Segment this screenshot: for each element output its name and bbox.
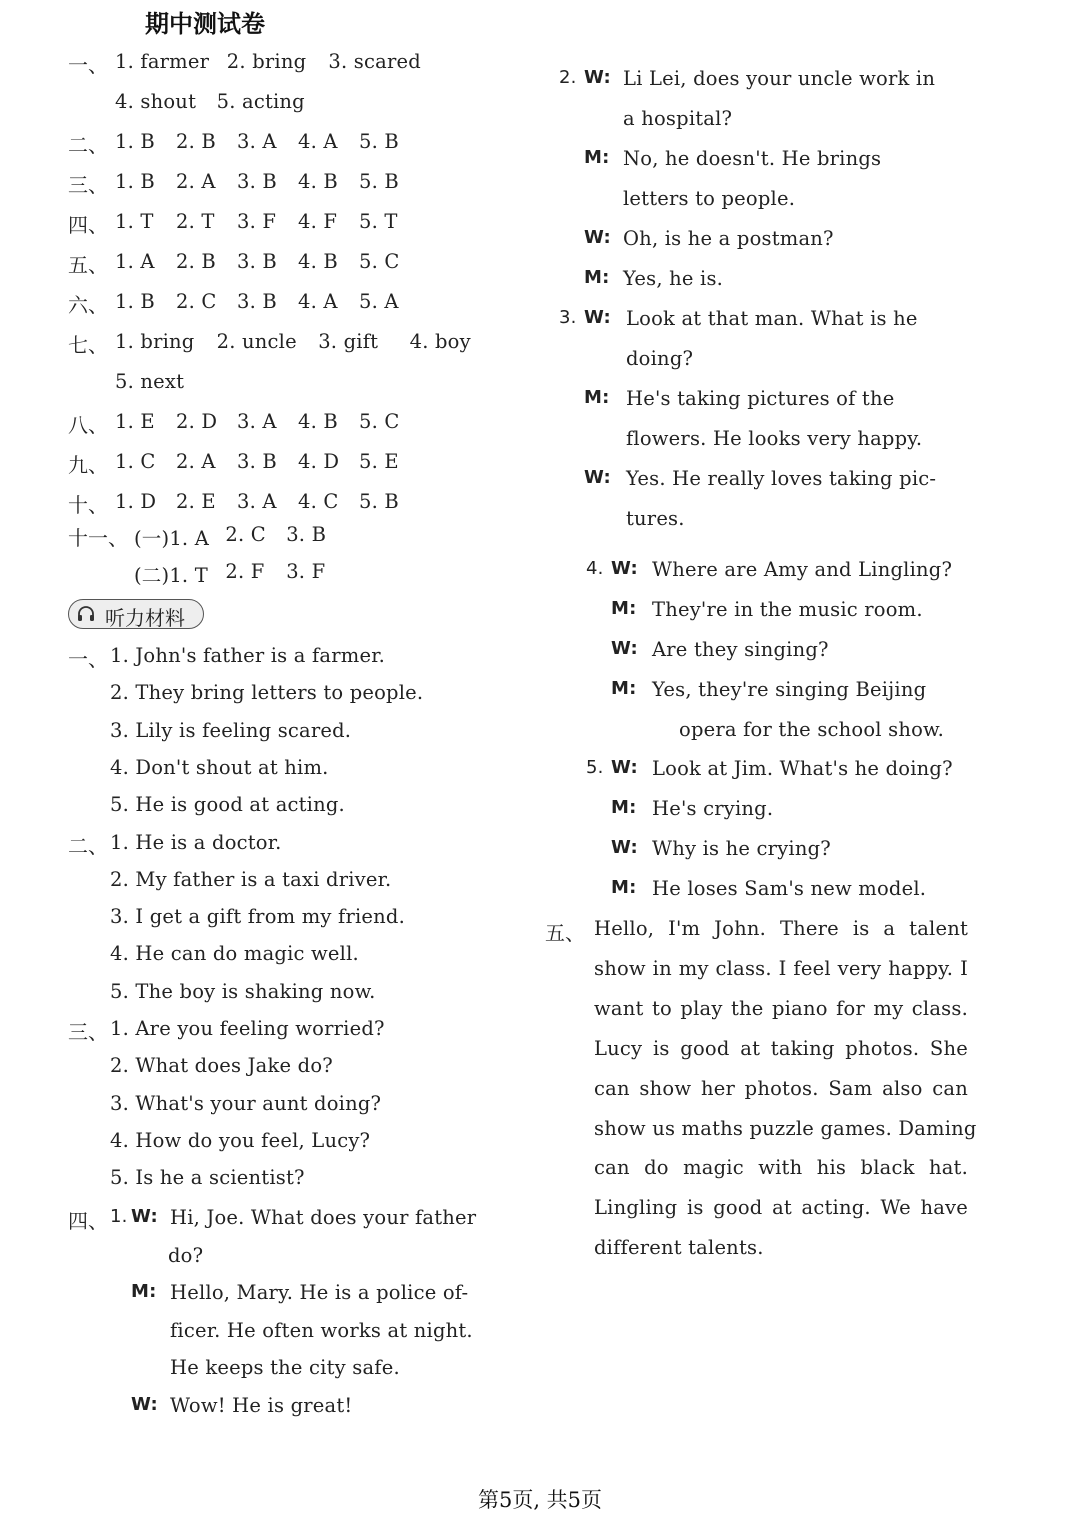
answer-item: 2. bring [226, 50, 307, 73]
dialogue-line: doing? [626, 347, 694, 370]
passage-line: different talents. [594, 1236, 764, 1260]
page-title: 期中测试卷 [145, 10, 265, 38]
answer-item: 1. C [115, 450, 156, 473]
dialogue-number: 2. [559, 67, 577, 88]
dialogue-line: Yes, they're singing Beijing [652, 678, 927, 701]
listening-item: 5. He is good at acting. [110, 793, 345, 817]
answer-item: (二)1. T [134, 564, 208, 587]
answer-item: 3. B [286, 523, 327, 546]
dialogue-line: He keeps the city safe. [170, 1356, 400, 1379]
listening-item: 4. He can do magic well. [110, 942, 359, 966]
dialogue-line: Li Lei, does your uncle work in [623, 67, 936, 90]
dialogue-line: Look at that man. What is he [626, 307, 918, 330]
dialogue-line: No, he doesn't. He brings [623, 147, 882, 170]
answer-item: 5. acting [216, 90, 305, 113]
dialogue-line: letters to people. [623, 187, 796, 210]
speaker-label: M: [611, 678, 637, 699]
answer-section-label: 八、 [68, 413, 108, 437]
answer-section-label: 三、 [68, 173, 108, 197]
dialogue-line: flowers. He looks very happy. [626, 427, 923, 450]
listening-badge-label: 听力材料 [105, 606, 185, 630]
dialogue-line: He's crying. [652, 797, 774, 820]
passage-line: can do magic with his black hat. [594, 1156, 968, 1180]
dialogue-line: Hi, Joe. What does your father [170, 1206, 477, 1229]
dialogue-line: He loses Sam's new model. [652, 877, 927, 900]
dialogue-line: opera for the school show. [679, 718, 945, 741]
speaker-label: W: [611, 757, 638, 778]
speaker-label: W: [611, 638, 638, 659]
passage-line: Hello, I'm John. There is a talent [594, 917, 968, 940]
answer-item: 3. A [237, 130, 277, 153]
listening-badge [68, 599, 204, 629]
answer-item: 5. C [359, 410, 400, 433]
answer-item: 2. C [225, 523, 266, 546]
answer-item: 4. D [298, 450, 340, 473]
listening-item: 4. Don't shout at him. [110, 755, 329, 779]
answer-item: 2. B [176, 130, 216, 153]
speaker-label: W: [584, 467, 611, 488]
answer-item: 4. F [298, 210, 338, 233]
answer-item: 2. F [225, 560, 265, 583]
answer-item: 1. bring [115, 330, 195, 353]
answer-item: 4. A [298, 290, 338, 313]
dialogue-line: do? [168, 1243, 204, 1267]
listening-item: 3. I get a gift from my friend. [110, 905, 405, 929]
answer-item: 1. B [115, 130, 155, 153]
speaker-label: W: [584, 227, 611, 248]
answer-item: 4. B [298, 410, 338, 433]
answer-item: 2. D [176, 410, 218, 433]
dialogue-line: Where are Amy and Lingling? [652, 558, 953, 581]
dialogue-line: Oh, is he a postman? [623, 227, 834, 250]
answer-item: 1. farmer [115, 50, 210, 73]
dialogue-line: Hello, Mary. He is a police of- [170, 1281, 469, 1304]
answer-item: 3. A [237, 410, 277, 433]
answer-section-label: 一、 [68, 53, 108, 77]
dialogue-line: ficer. He often works at night. [170, 1318, 473, 1342]
answer-item: 4. C [298, 490, 339, 513]
dialogue-line: Look at Jim. What's he doing? [652, 757, 953, 780]
answer-section-label: 七、 [68, 333, 108, 357]
answer-item: 1. B [115, 170, 155, 193]
answer-item: 2. E [176, 490, 216, 513]
answer-item: 2. A [176, 170, 216, 193]
answer-item: 5. T [359, 210, 398, 233]
dialogue-line: Why is he crying? [652, 837, 831, 860]
answer-item: 5. A [359, 290, 399, 313]
answer-item: 5. B [359, 130, 399, 153]
answer-section-label: 四、 [68, 213, 108, 237]
answer-section-label: 六、 [68, 293, 108, 317]
listening-item: 2. What does Jake do? [110, 1054, 333, 1078]
listening-item: 1. He is a doctor. [110, 830, 282, 854]
listening-item: 3. What's your aunt doing? [110, 1091, 382, 1115]
listening-section-label: 三、 [68, 1020, 108, 1044]
answer-item: 4. A [298, 130, 338, 153]
speaker-label: M: [584, 387, 610, 408]
dialogue-line: Are they singing? [652, 638, 829, 661]
answer-item: 5. C [359, 250, 400, 273]
listening-section-label: 五、 [545, 921, 585, 945]
answer-item: (一)1. A [134, 527, 210, 550]
dialogue-line: a hospital? [623, 107, 733, 130]
passage-line: show us maths puzzle games. Daming [594, 1116, 977, 1140]
answer-section-label: 九、 [68, 453, 108, 477]
answer-item: 1. B [115, 290, 155, 313]
answer-item: 3. A [237, 490, 277, 513]
passage-line: Lucy is good at taking photos. She [594, 1036, 968, 1060]
speaker-label: M: [584, 147, 610, 168]
speaker-label: W: [584, 307, 611, 328]
answer-item: 1. E [115, 410, 155, 433]
answer-item: 4. boy [409, 330, 471, 353]
speaker-label: M: [611, 598, 637, 619]
answer-item: 4. B [298, 250, 338, 273]
answer-item: 3. B [237, 170, 277, 193]
listening-item: 5. Is he a scientist? [110, 1166, 305, 1190]
answer-item: 3. B [237, 450, 277, 473]
answer-item: 2. uncle [216, 330, 297, 353]
listening-item: 4. How do you feel, Lucy? [110, 1128, 371, 1152]
passage-line: can show her photos. Sam also can [594, 1076, 968, 1100]
answer-item: 3. scared [328, 50, 421, 73]
speaker-label: W: [611, 558, 638, 579]
listening-item: 5. The boy is shaking now. [110, 979, 376, 1003]
passage-line: show in my class. I feel very happy. I [594, 956, 968, 980]
answer-section-label: 十一、 [68, 526, 128, 550]
answer-item: 2. A [176, 450, 216, 473]
speaker-label: M: [611, 877, 637, 898]
answer-item: 2. B [176, 250, 216, 273]
listening-section-label: 一、 [68, 647, 108, 671]
listening-section-label: 二、 [68, 833, 108, 858]
speaker-label: M: [584, 267, 610, 288]
headphone-icon [77, 605, 95, 623]
answer-item: 2. C [176, 290, 217, 313]
speaker-label: M: [611, 797, 637, 818]
dialogue-number: 1. [110, 1206, 128, 1227]
speaker-label: W: [131, 1206, 158, 1227]
listening-item: 1. Are you feeling worried? [110, 1017, 385, 1040]
passage-line: Lingling is good at acting. We have [594, 1196, 968, 1220]
speaker-label: W: [131, 1393, 158, 1415]
dialogue-line: He's taking pictures of the [626, 387, 895, 410]
dialogue-line: tures. [626, 507, 685, 530]
page-footer: 第5页, 共5页 [477, 1488, 603, 1512]
dialogue-number: 5. [586, 757, 604, 778]
listening-item: 3. Lily is feeling scared. [110, 718, 352, 742]
dialogue-line: Wow! He is great! [170, 1393, 353, 1417]
dialogue-line: Yes, he is. [623, 267, 724, 290]
dialogue-line: Yes. He really loves taking pic- [626, 467, 937, 490]
speaker-label: W: [584, 67, 611, 88]
answer-item: 3. B [237, 290, 277, 313]
listening-section-label: 四、 [68, 1209, 108, 1233]
listening-item: 2. They bring letters to people. [110, 681, 424, 705]
answer-section-label: 五、 [68, 253, 108, 277]
answer-item: 4. shout [115, 90, 197, 113]
answer-item: 1. T [115, 210, 154, 233]
answer-item: 4. B [298, 170, 338, 193]
dialogue-number: 3. [559, 307, 577, 328]
answer-section-label: 十、 [68, 493, 108, 517]
answer-item: 2. T [176, 210, 215, 233]
answer-item: 3. F [286, 560, 326, 583]
passage-line: want to play the piano for my class. [594, 996, 968, 1020]
listening-item: 2. My father is a taxi driver. [110, 867, 392, 891]
answer-item: 1. A [115, 250, 155, 273]
answer-item: 3. B [237, 250, 277, 273]
answer-item: 5. E [359, 450, 399, 473]
dialogue-number: 4. [586, 558, 604, 579]
answer-item: 3. gift [318, 330, 379, 353]
listening-item: 1. John's father is a farmer. [110, 644, 385, 667]
speaker-label: W: [611, 837, 638, 858]
answer-item: 5. next [115, 370, 185, 393]
answer-item: 1. D [115, 490, 157, 513]
answer-item: 5. B [359, 170, 399, 193]
answer-item: 5. B [359, 490, 399, 513]
answer-section-label: 二、 [68, 133, 108, 157]
dialogue-line: They're in the music room. [652, 598, 923, 621]
speaker-label: M: [131, 1281, 157, 1302]
answer-item: 3. F [237, 210, 277, 233]
